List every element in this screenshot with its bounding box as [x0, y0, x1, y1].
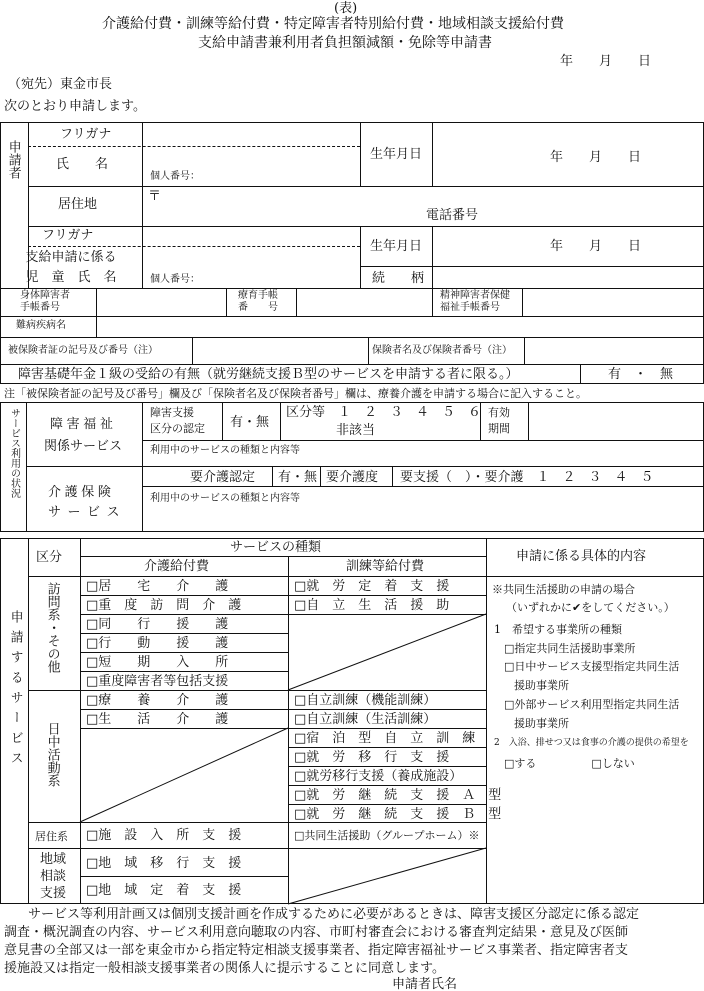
- cat-chiiki-label-3: 支援: [40, 886, 67, 901]
- detail-line-2: （いずれかに✔をしてください。）: [506, 601, 675, 614]
- consent-line-4: 援施設又は指定一般相談支援事業者の関係人に提示することに同意します。: [4, 961, 445, 976]
- hihoken-number-label: 被保険者証の記号及び番号（注）: [8, 345, 158, 356]
- detail-option-3-cont: 援助事業所: [514, 717, 569, 730]
- service-shukuhaku[interactable]: □宿 泊 型 自 立 訓 練: [294, 731, 476, 746]
- service-kodo-engo[interactable]: □行 動 援 護: [86, 636, 229, 651]
- service-tanki-nyusho[interactable]: □短 期 入 所: [86, 655, 229, 670]
- cat-homon-label: 訪問系・その他: [44, 582, 60, 673]
- cat-kyoju-label: 居住系: [35, 830, 68, 843]
- hokensha-label: 保険者名及び保険者番号（注）: [372, 345, 512, 356]
- my-number-label: 個人番号：: [150, 171, 200, 182]
- yoshien-options[interactable]: 要支援（ ）・要介護 １ ２ ３ ４ ５: [400, 470, 654, 485]
- yuko-label-1: 有効: [488, 406, 510, 419]
- shintai-label-1: 身体障害者: [20, 290, 70, 301]
- shien-kubun-label-1: 障害支援: [150, 406, 194, 419]
- naiyo-label: 利用中のサービスの種類と内容等: [150, 445, 300, 456]
- yuko-label-2: 期間: [488, 422, 510, 435]
- cat-chiiki-label-1: 地域: [40, 852, 67, 867]
- consent-line-3: 意見書の全部又は一部を東金市から指定特定相談支援事業者、指定障害福祉サービス事業者、指定障害者支: [4, 943, 629, 958]
- address-label: 居住地: [58, 197, 98, 212]
- child-furigana-label: フリガナ: [42, 228, 94, 243]
- detail-kibo-options[interactable]: □する □しない: [504, 757, 635, 770]
- kiso-nenkin-label: 障害基礎年金１級の受給の有無（就労継続支援Ｂ型のサービスを申請する者に限る。）: [18, 367, 519, 382]
- kubun-header: 区分: [36, 550, 63, 565]
- kubun-options[interactable]: 区分等 １ ２ ３ ４ ５ ６: [286, 405, 482, 420]
- ryoiku-label-1: 療育手帳: [238, 290, 278, 301]
- yokaigo-nintei-label: 要介護認定: [190, 470, 256, 485]
- kiso-nenkin-umu[interactable]: 有 ・ 無: [608, 367, 674, 382]
- detail-option-3[interactable]: □外部サービス利用型指定共同生活: [504, 698, 680, 711]
- services-side-label: 申請するサービス: [7, 610, 23, 772]
- service-shuro-keizoku-b[interactable]: □就 労 継 続 支 援 Ｂ 型: [294, 807, 502, 822]
- service-group-home[interactable]: □共同生活援助（グループホーム）※: [294, 829, 480, 842]
- higaito-option[interactable]: 非該当: [336, 423, 376, 438]
- addressee: （宛先）東金市長: [8, 77, 113, 92]
- seishin-label-2: 福祉手帳番号: [440, 302, 500, 313]
- yokaigodo-label: 要介護度: [326, 470, 379, 485]
- name-label: 氏 名: [56, 157, 109, 172]
- child-name-label-1: 支給申請に係る: [25, 250, 117, 265]
- detail-option-2[interactable]: □日中サービス支援型指定共同生活: [504, 660, 680, 673]
- yokaigo-umu[interactable]: 有・無: [278, 470, 318, 485]
- seishin-label-1: 精神障害者保健: [440, 290, 510, 301]
- service-ryoyo-kaigo[interactable]: □療 養 介 護: [86, 693, 229, 708]
- child-birthdate-label: 生年月日: [370, 239, 423, 254]
- omote-label: (表): [334, 1, 358, 16]
- child-birthdate-field[interactable]: 年 月 日: [550, 239, 642, 254]
- phone-label: 電話番号: [426, 208, 479, 223]
- detail-option-1[interactable]: □指定共同生活援助事業所: [504, 642, 636, 655]
- status-side-label: サービス利用の状況: [8, 408, 20, 498]
- service-jiritsu-seikatsu[interactable]: □自立訓練（生活訓練）: [294, 712, 437, 727]
- signature-label: 申請者氏名: [392, 977, 458, 991]
- service-shisetsu-nyusho[interactable]: □施 設 入 所 支 援: [86, 828, 242, 843]
- service-judo-homon-kaigo[interactable]: □重 度 訪 問 介 護: [86, 598, 242, 613]
- service-chiiki-iko[interactable]: □地 域 移 行 支 援: [86, 856, 242, 871]
- service-shuro-teichaku[interactable]: □就 労 定 着 支 援: [294, 579, 450, 594]
- service-doko-engo[interactable]: □同 行 援 護: [86, 617, 229, 632]
- footnote: 注「被保険者証の記号及び番号」欄及び「保険者名及び保険者番号」欄は、療養介護を申請する場合に記入すること。: [4, 387, 587, 400]
- kunren-kyufu-header: 訓練等給付費: [346, 559, 425, 574]
- service-shuro-iko-yosei[interactable]: □就労移行支援（養成施設）: [294, 769, 463, 784]
- shintai-label-2: 手帳番号: [20, 302, 60, 313]
- detail-line-3: 1 希望する事業所の種類: [494, 623, 622, 636]
- application-date[interactable]: 年 月 日: [560, 54, 652, 69]
- gutaiteki-header: 申請に係る具体的内容: [516, 549, 647, 564]
- fukushi-label-1: 障害福祉: [50, 417, 117, 432]
- cat-nicchu-label: 日中活動系: [44, 722, 60, 787]
- child-my-number-label: 個人番号：: [150, 274, 200, 285]
- shien-kubun-label-2: 区分の認定: [150, 422, 205, 435]
- fukushi-label-2: 関係サービス: [44, 439, 123, 454]
- kaigo-hoken-label-1: 介護保険: [48, 485, 115, 500]
- birthdate-field[interactable]: 年 月 日: [550, 150, 642, 165]
- form-title-line1: 介護給付費・訓練等給付費・特定障害者特別給付費・地域相談支援給付費: [102, 16, 564, 32]
- furigana-label: フリガナ: [60, 127, 112, 142]
- service-seikatsu-kaigo[interactable]: □生 活 介 護: [86, 712, 229, 727]
- child-name-label-2: 児 童 氏 名: [25, 270, 117, 285]
- service-shuro-keizoku-a[interactable]: □就 労 継 続 支 援 Ａ 型: [294, 788, 502, 803]
- service-judo-hokatsu[interactable]: □重度障害者等包括支援: [86, 674, 229, 689]
- service-kyotaku-kaigo[interactable]: □居 宅 介 護: [86, 579, 229, 594]
- kaigo-hoken-label-2: サービス: [48, 505, 127, 520]
- cat-chiiki-label-2: 相談: [40, 869, 67, 884]
- naiyo2-label: 利用中のサービスの種類と内容等: [150, 493, 300, 504]
- applicant-section-label: 申請者: [5, 140, 21, 179]
- detail-line-1: ※共同生活援助の申請の場合: [492, 583, 635, 596]
- detail-line-9: 2 入浴、排せつ又は食事の介護の提供の希望を: [494, 738, 689, 748]
- nanbyo-label: 難病疾病名: [16, 320, 66, 331]
- ryoiku-label-2: 番 号: [238, 302, 278, 313]
- service-chiiki-teichaku[interactable]: □地 域 定 着 支 援: [86, 883, 242, 898]
- shien-kubun-umu[interactable]: 有・無: [230, 415, 270, 430]
- form-title-line2: 支給申請書兼利用者負担額減額・免除等申請書: [198, 35, 492, 51]
- detail-option-2-cont: 援助事業所: [514, 679, 569, 692]
- consent-line-2: 調査・概況調査の内容、サービス利用意向聴取の内容、市町村審査会における審査判定結果・意見及び医師: [4, 925, 629, 940]
- intro-text: 次のとおり申請します。: [4, 99, 146, 114]
- consent-line-1: サービス等利用計画又は個別支援計画を作成するために必要があるときは、障害支援区分認定に係る認定: [28, 907, 640, 922]
- service-jiritsu-kino[interactable]: □自立訓練（機能訓練）: [294, 693, 437, 708]
- kaigo-kyufu-header: 介護給付費: [144, 559, 210, 574]
- shurui-header: サービスの種類: [230, 540, 322, 555]
- service-shuro-iko[interactable]: □就 労 移 行 支 援: [294, 750, 450, 765]
- service-jiritsu-seikatsu-engo[interactable]: □自 立 生 活 援 助: [294, 598, 450, 613]
- birthdate-label: 生年月日: [370, 147, 423, 162]
- postal-mark: 〒: [148, 189, 162, 204]
- relation-label: 続 柄: [372, 271, 425, 286]
